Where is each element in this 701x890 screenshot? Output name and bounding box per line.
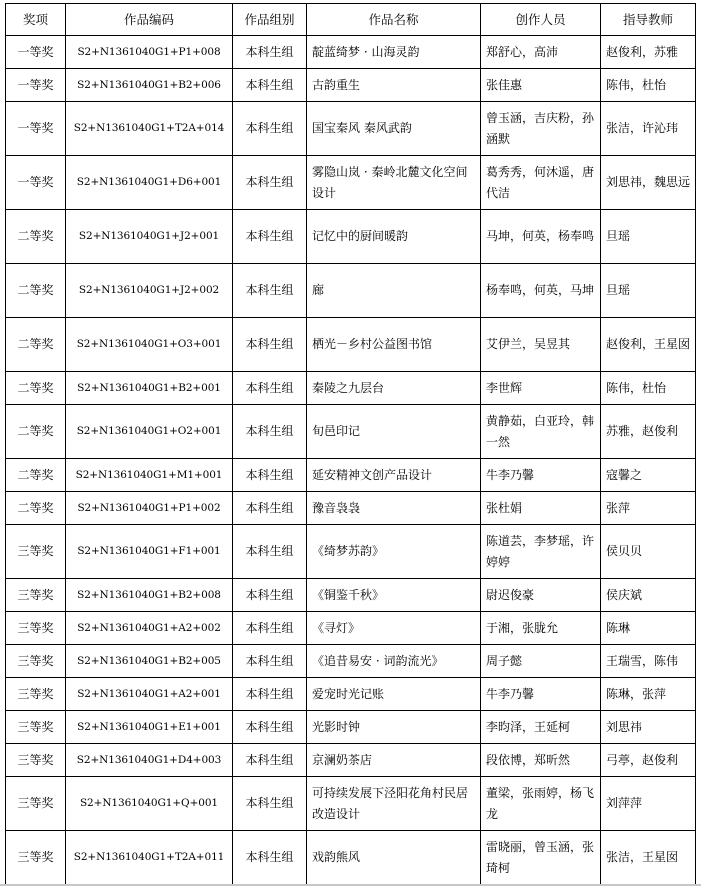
group-cell: 本科生组	[233, 678, 307, 711]
authors-cell: 李世辉	[481, 372, 601, 405]
table-body	[6, 36, 696, 885]
name-cell: 秦陵之九层台	[307, 372, 481, 405]
header-group: 作品组别	[233, 4, 307, 36]
award-cell: 三等奖	[6, 612, 66, 645]
teachers-cell: 刘思祎	[601, 711, 696, 744]
teachers-cell: 陈伟，杜怡	[601, 372, 696, 405]
group-cell: 本科生组	[233, 102, 307, 156]
code-cell: S2+N1361040G1+B2+001	[66, 372, 233, 405]
table-row	[6, 69, 696, 102]
table-row	[6, 36, 696, 69]
bottom-divider	[0, 884, 701, 886]
code-cell: S2+N1361040G1+E1+001	[66, 711, 233, 744]
table-row	[6, 831, 696, 885]
award-cell: 一等奖	[6, 102, 66, 156]
table-row	[6, 318, 696, 372]
authors-cell: 张佳惠	[481, 69, 601, 102]
code-cell: S2+N1361040G1+P1+008	[66, 36, 233, 69]
header-code: 作品编码	[66, 4, 233, 36]
code-cell: S2+N1361040G1+O2+001	[66, 405, 233, 459]
group-cell: 本科生组	[233, 264, 307, 318]
name-cell: 京澜奶茶店	[307, 744, 481, 777]
teachers-cell: 刘思祎，魏思远	[601, 156, 696, 210]
award-cell: 二等奖	[6, 459, 66, 492]
group-cell: 本科生组	[233, 210, 307, 264]
authors-cell: 杨奉鸣，何英，马坤	[481, 264, 601, 318]
authors-cell: 李昀泽，王延柯	[481, 711, 601, 744]
name-cell: 光影时钟	[307, 711, 481, 744]
teachers-cell: 赵俊利，苏雅	[601, 36, 696, 69]
group-cell: 本科生组	[233, 525, 307, 579]
group-cell: 本科生组	[233, 831, 307, 885]
teachers-cell: 旦瑶	[601, 210, 696, 264]
header-name: 作品名称	[307, 4, 481, 36]
code-cell: S2+N1361040G1+F1+001	[66, 525, 233, 579]
award-cell: 三等奖	[6, 711, 66, 744]
authors-cell: 尉迟俊豪	[481, 579, 601, 612]
name-cell: 栖光－乡村公益图书馆	[307, 318, 481, 372]
code-cell: S2+N1361040G1+T2A+011	[66, 831, 233, 885]
code-cell: S2+N1361040G1+D6+001	[66, 156, 233, 210]
teachers-cell: 刘萍萍	[601, 777, 696, 831]
teachers-cell: 侯庆斌	[601, 579, 696, 612]
authors-cell: 董梁，张雨婷，杨飞龙	[481, 777, 601, 831]
award-cell: 二等奖	[6, 210, 66, 264]
group-cell: 本科生组	[233, 744, 307, 777]
teachers-cell: 侯贝贝	[601, 525, 696, 579]
code-cell: S2+N1361040G1+A2+001	[66, 678, 233, 711]
code-cell: S2+N1361040G1+T2A+014	[66, 102, 233, 156]
name-cell: 记忆中的厨间暖韵	[307, 210, 481, 264]
authors-cell: 郑舒心，高沛	[481, 36, 601, 69]
table-row	[6, 711, 696, 744]
table-row	[6, 459, 696, 492]
header-award: 奖项	[6, 4, 66, 36]
authors-cell: 牛李乃馨	[481, 678, 601, 711]
award-cell: 二等奖	[6, 405, 66, 459]
code-cell: S2+N1361040G1+B2+005	[66, 645, 233, 678]
code-cell: S2+N1361040G1+B2+006	[66, 69, 233, 102]
authors-cell: 马坤，何英，杨奉鸣	[481, 210, 601, 264]
award-cell: 二等奖	[6, 372, 66, 405]
table-row	[6, 777, 696, 831]
header-teachers: 指导教师	[601, 4, 696, 36]
authors-cell: 牛李乃馨	[481, 459, 601, 492]
table-row	[6, 492, 696, 525]
table-row	[6, 210, 696, 264]
group-cell: 本科生组	[233, 36, 307, 69]
authors-cell: 张杜娟	[481, 492, 601, 525]
name-cell: 旬邑印记	[307, 405, 481, 459]
code-cell: S2+N1361040G1+O3+001	[66, 318, 233, 372]
group-cell: 本科生组	[233, 69, 307, 102]
teachers-cell: 王瑞雪，陈伟	[601, 645, 696, 678]
award-cell: 二等奖	[6, 318, 66, 372]
name-cell: 《绮梦苏韵》	[307, 525, 481, 579]
teachers-cell: 张洁，许沁玮	[601, 102, 696, 156]
name-cell: 雾隐山岚 · 秦岭北麓文化空间设计	[307, 156, 481, 210]
code-cell: S2+N1361040G1+M1+001	[66, 459, 233, 492]
authors-cell: 艾伊兰，吴昱其	[481, 318, 601, 372]
name-cell: 爱宠时光记账	[307, 678, 481, 711]
name-cell: 廊	[307, 264, 481, 318]
name-cell: 《寻灯》	[307, 612, 481, 645]
award-cell: 二等奖	[6, 492, 66, 525]
header-row	[6, 4, 696, 36]
table-row	[6, 525, 696, 579]
teachers-cell: 陈伟，杜怡	[601, 69, 696, 102]
name-cell: 古韵重生	[307, 69, 481, 102]
table-row	[6, 744, 696, 777]
authors-cell: 陈道芸，李梦瑶，许婷婷	[481, 525, 601, 579]
authors-cell: 于湘，张胧允	[481, 612, 601, 645]
name-cell: 《追昔易安 · 词韵流光》	[307, 645, 481, 678]
code-cell: S2+N1361040G1+J2+001	[66, 210, 233, 264]
award-cell: 三等奖	[6, 777, 66, 831]
award-cell: 一等奖	[6, 156, 66, 210]
group-cell: 本科生组	[233, 777, 307, 831]
teachers-cell: 赵俊利，王星囡	[601, 318, 696, 372]
authors-cell: 周子懿	[481, 645, 601, 678]
name-cell: 可持续发展下泾阳花角村民居改造设计	[307, 777, 481, 831]
authors-cell: 雷晓丽，曾玉涵，张琦柯	[481, 831, 601, 885]
teachers-cell: 张萍	[601, 492, 696, 525]
award-cell: 一等奖	[6, 69, 66, 102]
authors-cell: 葛秀秀，何沐遥，唐代洁	[481, 156, 601, 210]
code-cell: S2+N1361040G1+D4+003	[66, 744, 233, 777]
group-cell: 本科生组	[233, 405, 307, 459]
award-cell: 三等奖	[6, 678, 66, 711]
header-authors: 创作人员	[481, 4, 601, 36]
name-cell: 延安精神文创产品设计	[307, 459, 481, 492]
group-cell: 本科生组	[233, 612, 307, 645]
group-cell: 本科生组	[233, 318, 307, 372]
table-row	[6, 102, 696, 156]
table-row	[6, 405, 696, 459]
code-cell: S2+N1361040G1+A2+002	[66, 612, 233, 645]
authors-cell: 曾玉涵，吉庆粉，孙涵默	[481, 102, 601, 156]
award-cell: 三等奖	[6, 579, 66, 612]
name-cell: 国宝秦风 秦风武韵	[307, 102, 481, 156]
teachers-cell: 张洁，王星囡	[601, 831, 696, 885]
award-cell: 三等奖	[6, 831, 66, 885]
table-row	[6, 579, 696, 612]
teachers-cell: 陈琳	[601, 612, 696, 645]
group-cell: 本科生组	[233, 645, 307, 678]
group-cell: 本科生组	[233, 579, 307, 612]
code-cell: S2+N1361040G1+P1+002	[66, 492, 233, 525]
teachers-cell: 寇馨之	[601, 459, 696, 492]
award-cell: 三等奖	[6, 645, 66, 678]
authors-cell: 黄静茹，白亚玲，韩一然	[481, 405, 601, 459]
group-cell: 本科生组	[233, 372, 307, 405]
award-cell: 二等奖	[6, 264, 66, 318]
name-cell: 《铜鉴千秋》	[307, 579, 481, 612]
group-cell: 本科生组	[233, 459, 307, 492]
table-row	[6, 372, 696, 405]
code-cell: S2+N1361040G1+J2+002	[66, 264, 233, 318]
table-row	[6, 678, 696, 711]
name-cell: 戏韵熊风	[307, 831, 481, 885]
table-row	[6, 264, 696, 318]
award-cell: 一等奖	[6, 36, 66, 69]
teachers-cell: 弓葶，赵俊利	[601, 744, 696, 777]
table-row	[6, 156, 696, 210]
code-cell: S2+N1361040G1+Q+001	[66, 777, 233, 831]
authors-cell: 段依博，郑昕然	[481, 744, 601, 777]
teachers-cell: 陈琳，张萍	[601, 678, 696, 711]
code-cell: S2+N1361040G1+B2+008	[66, 579, 233, 612]
table-row	[6, 645, 696, 678]
teachers-cell: 旦瑶	[601, 264, 696, 318]
award-cell: 三等奖	[6, 744, 66, 777]
group-cell: 本科生组	[233, 156, 307, 210]
award-cell: 三等奖	[6, 525, 66, 579]
name-cell: 靛蓝绮梦 · 山海灵韵	[307, 36, 481, 69]
awards-table	[5, 3, 696, 885]
group-cell: 本科生组	[233, 711, 307, 744]
table-row	[6, 612, 696, 645]
teachers-cell: 苏雅，赵俊利	[601, 405, 696, 459]
group-cell: 本科生组	[233, 492, 307, 525]
name-cell: 豫音袅袅	[307, 492, 481, 525]
